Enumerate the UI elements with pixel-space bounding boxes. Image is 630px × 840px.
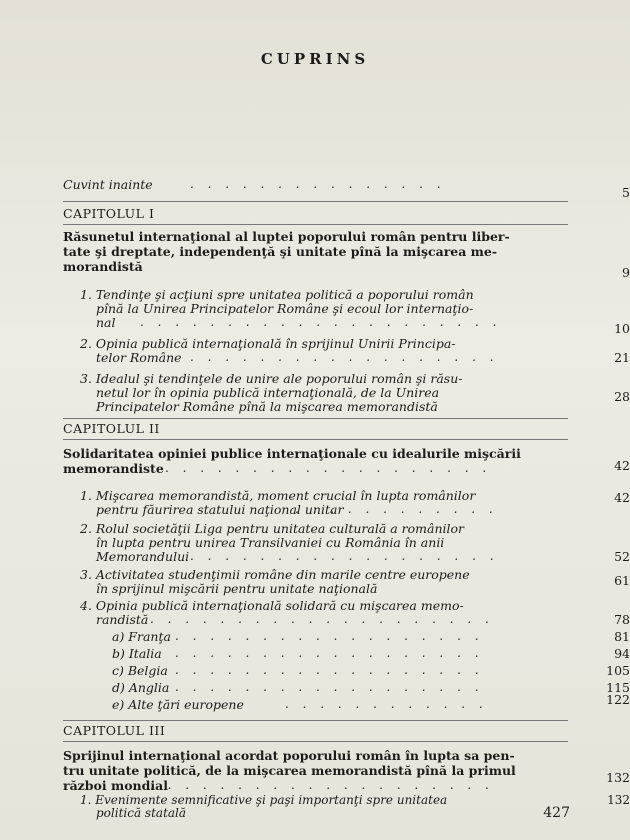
page-number: 9 xyxy=(622,265,630,280)
leader-dots: . . . . . . . . . . . . . . . xyxy=(190,177,446,191)
chapter-heading: CAPITOLUL III xyxy=(63,723,166,738)
leader-dots: . . . . . . . . . . . . . . . . . . . . xyxy=(150,612,494,626)
divider xyxy=(63,201,568,202)
leader-dots: . . . . . . . . . . . . . . . . . . xyxy=(190,350,499,364)
divider xyxy=(63,418,568,419)
divider xyxy=(63,439,568,440)
leader-dots: . . . . . . . . . . . . . . . . . . xyxy=(175,629,484,643)
leader-dots: . . . . . . . . . . . . . . . . . . . . . xyxy=(140,315,502,329)
entry-title: Cuvint inainte xyxy=(63,177,153,192)
leader-dots: . . . . . . . . . . . . . . . . . . . xyxy=(165,461,492,475)
leader-dots: . . . . . . . . . . . . xyxy=(295,502,498,516)
leader-dots: . . . . . . . . . . . . . . . . . . xyxy=(175,646,484,660)
page-number: 5 xyxy=(622,185,630,200)
leader-dots: . . . . . . . . . . . . . . . . . . xyxy=(175,680,484,694)
leader-dots: . . . . . . . . . . . . . . . . . . . . xyxy=(150,778,494,792)
leader-dots: . . . . . . . . . . . . xyxy=(285,697,488,711)
chapter-heading: CAPITOLUL II xyxy=(63,421,160,436)
page-title: CUPRINS xyxy=(260,50,370,68)
chapter-heading: CAPITOLUL I xyxy=(63,206,155,221)
divider xyxy=(63,224,568,225)
page-folio: 427 xyxy=(543,805,570,821)
book-page: CUPRINS Cuvint inainte . . . . . . . . . . . . . . . 5 CAPITOLUL I Răsunetul internaţional al luptei poporului român pentru liber- tate şi dreptate, independenţă şi unitate pînă la mişcarea me- morandistă 9 1. Tendinţe şi acţiuni spre unitatea politică a poporului român pînă la Unirea Principatelor Române şi ecoul lor internaţio- nal . . . . . . . . . . . . . . . . . . . . . 10 2. Opinia publică internaţională în sprijinul Unirii Principa- telor Române . . . . . . . . . . . . . . . . . . 21 3. Idealul şi tendinţele de unire ale poporului român şi răsu- netul lor în opinia publică internaţională, de la Unirea Principatelor Române pînă la mişcarea memorandistă 28 CAPITOLUL II Solidaritatea opiniei publice internaţionale cu idealurile mişcării memorandiste . . . . . . . . . . . . . . . . . . . 42 1. Mişcarea memorandistă, moment crucial în lupta românilor pentru făurirea statului naţional unitar . . . . . . . . . . . . 42 2. Rolul societăţii Liga pentru unitatea culturală a românilor în lupta pentru unirea Transilvaniei cu România în anii Memorandului . . . . . . . . . . . . . . . . . . 52 3. Activitatea studenţimii române din marile centre europene în sprijinul mişcării pentru unitate naţională 61 4. Opinia publică internaţională solidară cu mişcarea memo- randistă . . . . . . . . . . . . . . . . . . . . 78 a) Franţa . . . . . . . . . . . . . . . . . . 81 b) Italia . . . . . . . . . . . . . . . . . . 94 c) Belgia . . . . . . . . . . . . . . . . . . 105 d) Anglia . . . . . . . . . . . . . . . . . . 115 e) Alte ţări europene . . . . . . . . . . . . 122 CAPITOLUL III Sprijinul internaţional acordat poporului român în lupta sa pen- tru unitate politică, de la mişcarea memorandistă pînă la primul război mondial . . . . . . . . . . . . . . . . . . . . 132 1. Evenimente semnificative şi paşi importanţi spre unitatea 132 politică statală 427 xyxy=(0,0,630,840)
divider xyxy=(63,741,568,742)
leader-dots: . . . . . . . . . . . . . . . . . . xyxy=(190,549,499,563)
leader-dots: . . . . . . . . . . . . . . . . . . xyxy=(175,663,484,677)
divider xyxy=(63,720,568,721)
